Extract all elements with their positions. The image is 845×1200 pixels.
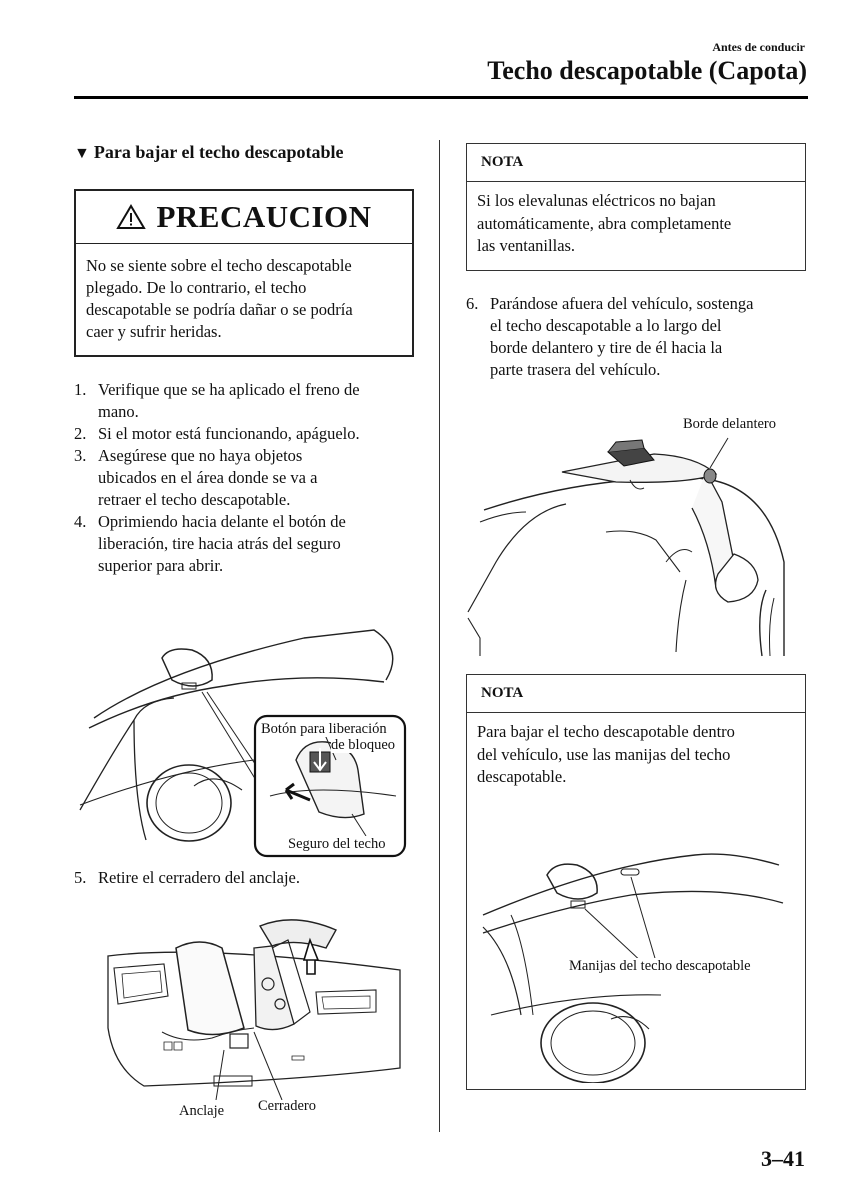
fig1-label-button-line2: de bloqueo: [331, 737, 396, 753]
step-line: retraer el techo descapotable.: [98, 490, 291, 509]
title-rule: [74, 96, 808, 99]
caution-line: caer y sufrir heridas.: [86, 322, 222, 341]
step5-list: [74, 867, 419, 889]
step-number: 1.: [74, 380, 87, 399]
step-line: mano.: [98, 402, 139, 421]
note-body: [467, 182, 805, 258]
note-title: NOTA: [467, 675, 805, 713]
step-number: 2.: [74, 424, 87, 443]
note-line: automáticamente, abra completamente: [477, 213, 732, 233]
step-number: 4.: [74, 512, 87, 531]
fig1-label-lock: Seguro del techo: [288, 836, 386, 852]
caution-header: [76, 191, 412, 244]
step-line: el techo descapotable a lo largo del: [490, 316, 722, 335]
step-number: 3.: [74, 446, 87, 465]
step-number: 6.: [466, 294, 479, 313]
note-line: Para bajar el techo descapotable dentro: [477, 722, 735, 741]
step-item: [74, 511, 419, 577]
fig2-label-anchor: Anclaje: [179, 1103, 225, 1119]
note-line: Si los elevalunas eléctricos no bajan: [477, 191, 716, 210]
convertible-car-illustration: [466, 412, 806, 657]
note-body: [467, 713, 805, 789]
note-title: NOTA: [467, 144, 805, 182]
step6-list: [466, 293, 811, 381]
column-divider: [439, 140, 440, 1132]
subheading: [74, 142, 343, 163]
step-item: [74, 379, 419, 423]
caution-line: No se siente sobre el techo descapotable: [86, 256, 352, 275]
fig2-label-striker: Cerradero: [258, 1098, 316, 1114]
step-line: liberación, tire hacia atrás del seguro: [98, 534, 341, 553]
note-line: las ventanillas.: [477, 236, 576, 255]
fig1-label-button-line1: Botón para liberación: [261, 721, 387, 737]
caution-body: [76, 244, 412, 343]
step-line: Retire el cerradero del anclaje.: [98, 868, 300, 887]
note-line: descapotable.: [477, 767, 567, 786]
page-number: 3–41: [761, 1146, 805, 1171]
caution-box: [74, 189, 414, 357]
step-line: ubicados en el área donde se va a: [98, 468, 318, 487]
step-line: Oprimiendo hacia delante el botón de: [98, 512, 346, 531]
note-box-2: [466, 674, 806, 1090]
step-line: superior para abrir.: [98, 556, 224, 575]
note-box-1: [466, 143, 806, 271]
note-line: del vehículo, use las manijas del techo: [477, 744, 731, 764]
warning-icon: [116, 204, 146, 230]
fig3-label-front-edge: Borde delantero: [683, 416, 777, 432]
step-line: Parándose afuera del vehículo, sostenga: [490, 294, 754, 313]
anchor-striker-illustration: [104, 908, 410, 1100]
step-number: 5.: [74, 868, 87, 887]
section-label: Antes de conducir: [712, 40, 805, 54]
step-line: Si el motor está funcionando, apáguelo.: [98, 424, 360, 443]
caution-title: PRECAUCION: [156, 199, 372, 234]
steps-list: [74, 379, 419, 577]
step-line: Asegúrese que no haya objetos: [98, 446, 303, 465]
step-line: Verifique que se ha aplicado el freno de: [98, 380, 360, 399]
step-line: parte trasera del vehículo.: [490, 360, 661, 379]
step-item: [466, 293, 811, 381]
subheading-text: Para bajar el techo descapotable: [93, 142, 344, 162]
triangle-down-icon: ▼: [74, 145, 90, 162]
step-line: borde delantero y tire de él hacia la: [490, 338, 723, 357]
fig4-label-handles: Manijas del techo descapotable: [569, 958, 751, 974]
step-item: [74, 867, 419, 889]
step-item: [74, 445, 419, 511]
page-title: Techo descapotable (Capota): [487, 56, 807, 85]
roof-handles-illustration: [481, 815, 793, 1083]
caution-line: plegado. De lo contrario, el techo: [86, 278, 307, 297]
caution-line: descapotable se podría dañar o se podría: [86, 300, 353, 319]
step-item: [74, 423, 419, 445]
